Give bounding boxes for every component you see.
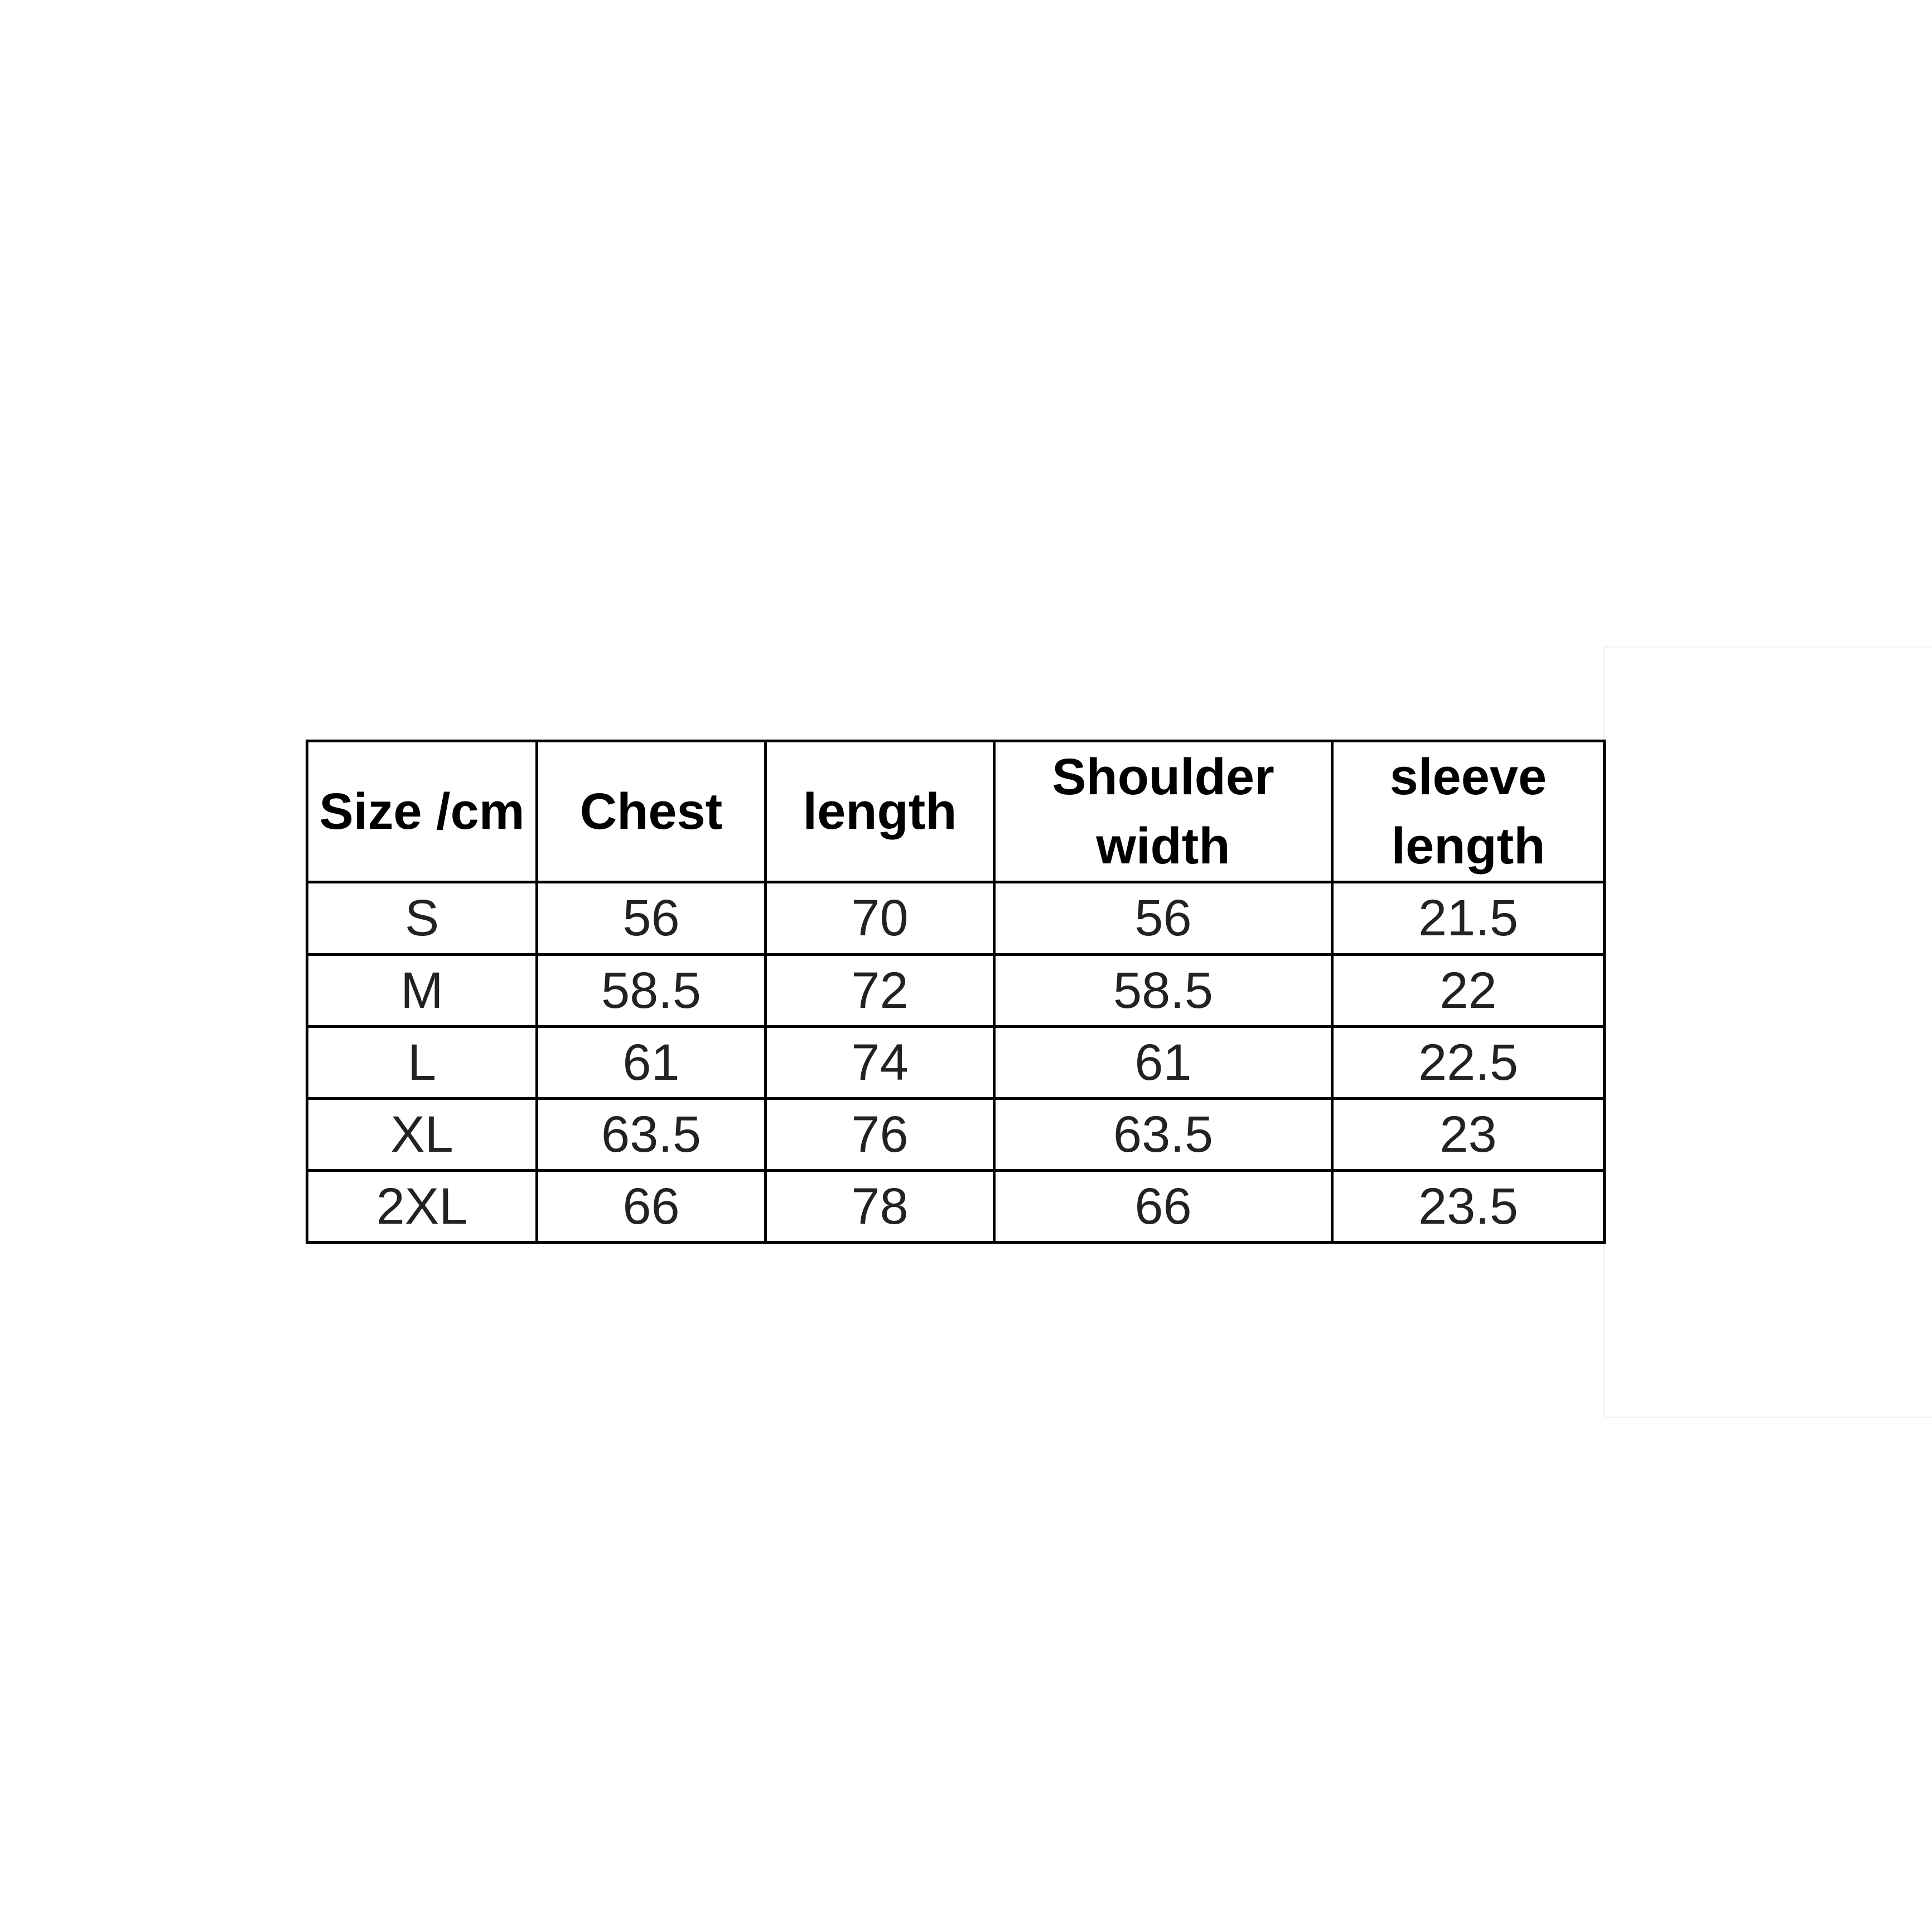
header-length <box>766 741 994 882</box>
cell-shoulder-width: 58.5 <box>994 954 1332 1026</box>
table-row <box>307 954 1605 1026</box>
cell-shoulder-width: 61 <box>994 1026 1332 1098</box>
cell-chest: 56 <box>537 882 766 954</box>
header-length-text: length <box>803 783 957 841</box>
cell-shoulder-width: 63.5 <box>994 1098 1332 1170</box>
table-row <box>307 882 1605 954</box>
cell-sleeve-length: 23 <box>1332 1098 1605 1170</box>
blank-side-panel <box>1603 646 1932 1418</box>
header-row <box>307 741 1605 882</box>
cell-length: 74 <box>766 1026 994 1098</box>
cell-shoulder-width: 66 <box>994 1171 1332 1243</box>
header-size-text: Size /cm <box>319 783 525 841</box>
cell-sleeve-length: 22 <box>1332 954 1605 1026</box>
header-chest-text: Chest <box>579 783 723 841</box>
size-chart-table <box>306 740 1606 1244</box>
cell-size: S <box>307 882 537 954</box>
cell-chest: 58.5 <box>537 954 766 1026</box>
cell-size: M <box>307 954 537 1026</box>
cell-length: 78 <box>766 1171 994 1243</box>
header-chest <box>537 741 766 882</box>
cell-size: XL <box>307 1098 537 1170</box>
cell-sleeve-length: 22.5 <box>1332 1026 1605 1098</box>
cell-length: 72 <box>766 954 994 1026</box>
cell-sleeve-length: 21.5 <box>1332 882 1605 954</box>
cell-length: 76 <box>766 1098 994 1170</box>
table-row <box>307 1098 1605 1170</box>
header-shoulder-width-line-2: width <box>1096 818 1230 875</box>
cell-chest: 63.5 <box>537 1098 766 1170</box>
cell-shoulder-width: 56 <box>994 882 1332 954</box>
cell-size: 2XL <box>307 1171 537 1243</box>
header-sleeve-length-line-1: sleeve <box>1389 748 1547 805</box>
cell-sleeve-length: 23.5 <box>1332 1171 1605 1243</box>
cell-size: L <box>307 1026 537 1098</box>
cell-chest: 66 <box>537 1171 766 1243</box>
cell-chest: 61 <box>537 1026 766 1098</box>
header-shoulder-width-line-1: Shoulder <box>1052 748 1274 805</box>
header-sleeve-length <box>1332 741 1605 882</box>
header-size <box>307 741 537 882</box>
header-sleeve-length-line-2: length <box>1391 818 1545 875</box>
table-row <box>307 1026 1605 1098</box>
table-row <box>307 1171 1605 1243</box>
header-shoulder-width <box>994 741 1332 882</box>
cell-length: 70 <box>766 882 994 954</box>
